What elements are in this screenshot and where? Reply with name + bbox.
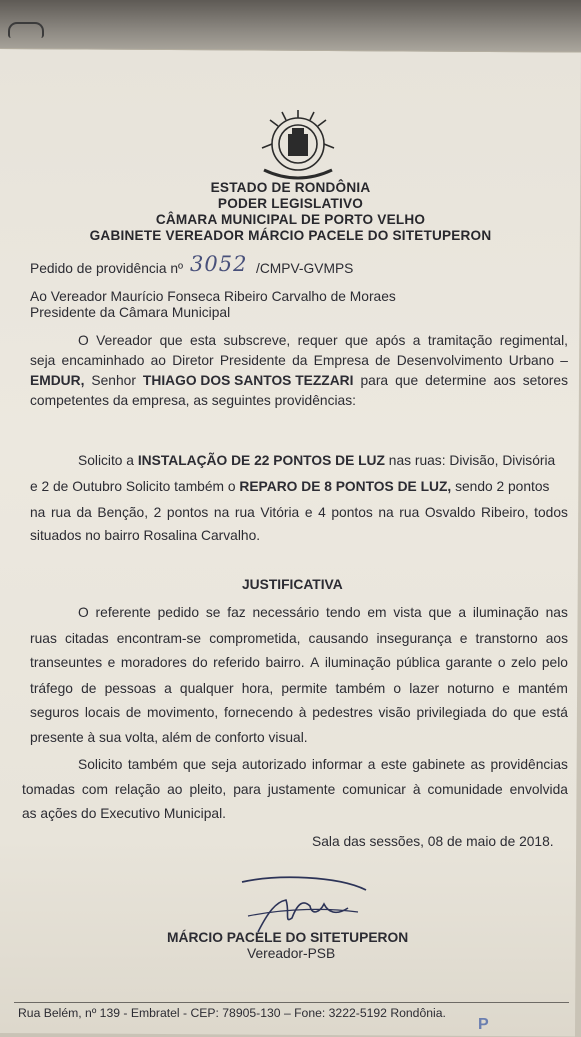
justification-line-4: tráfego de pessoas a qualquer hora, permite também o lazer noturno e mantém [30, 681, 568, 696]
body-line-2: e 2 de Outubro Solicito também o REPARO DE 8 PONTOS DE LUZ, sendo 2 pontos [30, 479, 550, 494]
signer-name: MÁRCIO PACELE DO SITETUPERON [167, 930, 409, 945]
request-number-handwritten: 3052 [190, 252, 248, 276]
header-state: ESTADO DE RONDÔNIA [210, 180, 371, 195]
justification-title: JUSTIFICATIVA [242, 577, 343, 592]
header-power: PODER LEGISLATIVO [217, 196, 364, 211]
recipient-name: Ao Vereador Maurício Fonseca Ribeiro Carvalho de Moraes [30, 289, 396, 304]
justification-line-5: seguros locais de movimento, fornecendo à pedestres visão privilegiada do que está [30, 705, 568, 720]
recipient-title: Presidente da Câmara Municipal [30, 305, 231, 320]
place-and-date: Sala das sessões, 08 de maio de 2018. [312, 834, 554, 849]
body-line-3: na rua da Benção, 2 pontos na rua Vitória e 4 pontos na rua Osvaldo Ribeiro, todos [30, 505, 568, 520]
intro-line-1: O Vereador que esta subscreve, requer que após a tramitação regimental, [78, 333, 568, 348]
intro-line-4: competentes da empresa, as seguintes providências: [30, 393, 356, 408]
justification-p2-line-3: as ações do Executivo Municipal. [22, 806, 226, 821]
body-line-4: situados no bairro Rosalina Carvalho. [30, 528, 261, 543]
justification-line-1: O referente pedido se faz necessário tendo em vista que a iluminação nas [78, 605, 568, 620]
partial-stamp-icon: P [478, 1016, 490, 1033]
header-office: GABINETE VEREADOR MÁRCIO PACELE DO SITETUPERON [89, 228, 492, 243]
justification-p2-line-1: Solicito também que seja autorizado informar a este gabinete as providências [78, 757, 568, 772]
request-suffix: /CMPV-GVMPS [256, 261, 354, 276]
body-line-1: Solicito a INSTALAÇÃO DE 22 PONTOS DE LUZ nas ruas: Divisão, Divisória [78, 453, 556, 468]
footer-rule [14, 1002, 569, 1003]
intro-line-2: seja encaminhado ao Diretor Presidente da Empresa de Desenvolvimento Urbano – [30, 353, 568, 368]
signer-role: Vereador-PSB [247, 946, 336, 961]
request-label: Pedido de providência nº [30, 261, 184, 276]
binder-clip-icon [8, 22, 44, 38]
justification-line-6: presente à sua volta, além de conforto visual. [30, 730, 308, 745]
header-chamber: CÂMARA MUNICIPAL DE PORTO VELHO [155, 212, 426, 227]
justification-line-3: transeuntes e moradores do referido bairro. A iluminação pública garante o zelo pelo [30, 655, 568, 670]
footer-address: Rua Belém, nº 139 - Embratel - CEP: 78905-130 – Fone: 3222-5192 Rondônia. [18, 1006, 446, 1020]
justification-line-2: ruas citadas encontram-se comprometida, causando insegurança e transtorno aos [30, 631, 568, 646]
intro-line-3: EMDUR, Senhor THIAGO DOS SANTOS TEZZARI para que determine aos setores [30, 373, 568, 388]
coat-of-arms-icon [258, 108, 338, 188]
justification-p2-line-2: tomadas com relação ao pleito, para justamente comunicar à comunidade envolvida [22, 782, 568, 797]
